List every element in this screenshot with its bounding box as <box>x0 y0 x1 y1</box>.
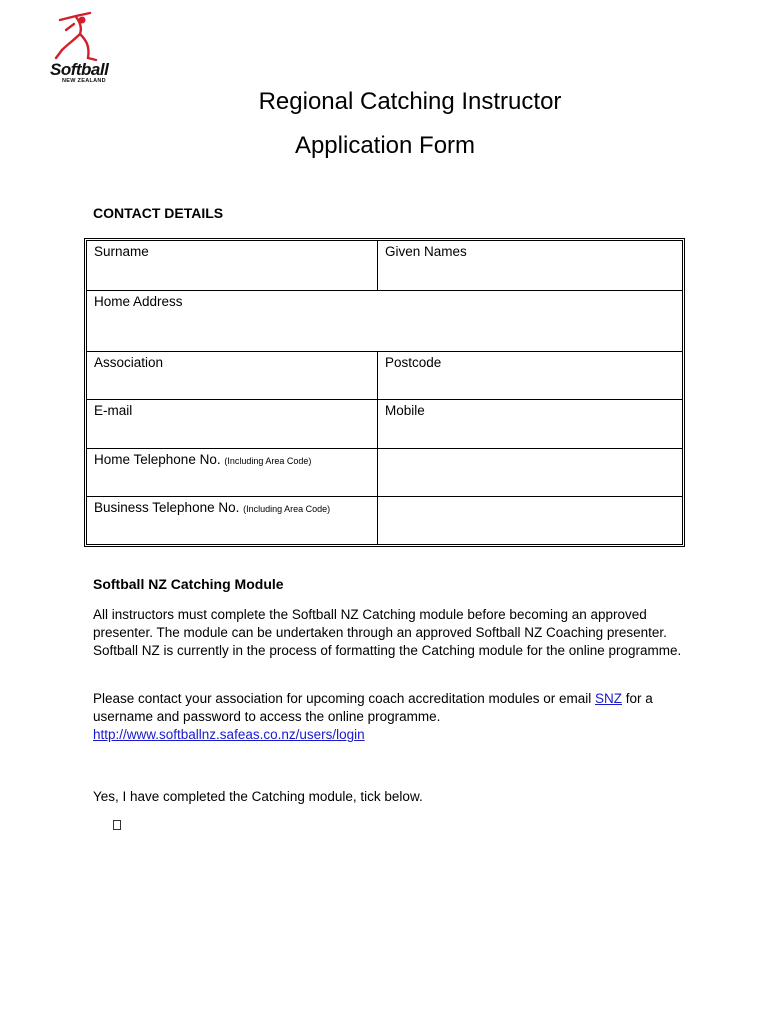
mobile-field[interactable] <box>378 400 682 448</box>
postcode-field[interactable] <box>378 352 682 399</box>
batter-figure-icon <box>46 10 120 66</box>
home-telephone-label: Home Telephone No. <box>94 452 221 467</box>
contact-text: Please contact your association for upcoming coach accreditation modules or email <box>93 691 596 706</box>
home-telephone-input[interactable] <box>378 449 682 496</box>
association-label: Association <box>94 355 164 370</box>
surname-label: Surname <box>94 244 149 259</box>
home-telephone-field[interactable] <box>87 449 377 496</box>
catching-module-heading: Softball NZ Catching Module <box>93 576 284 592</box>
mobile-label: Mobile <box>385 403 425 418</box>
home-address-label: Home Address <box>94 294 183 309</box>
postcode-label: Postcode <box>385 355 442 370</box>
contact-details-heading: CONTACT DETAILS <box>93 205 224 221</box>
contact-paragraph <box>93 690 693 744</box>
email-field[interactable] <box>87 400 377 448</box>
logo-subtitle: NEW ZEALAND <box>62 78 106 84</box>
logo-wordmark: Softball <box>50 60 109 79</box>
snz-email-link[interactable]: SNZ <box>595 691 623 706</box>
business-telephone-label: Business Telephone No. <box>94 500 240 515</box>
tick-instruction: Yes, I have completed the Catching module, tick below. <box>93 789 423 804</box>
area-code-note: (Including Area Code) <box>243 504 331 514</box>
home-address-field[interactable] <box>87 291 682 351</box>
contact-details-table <box>84 238 685 547</box>
association-field[interactable] <box>87 352 377 399</box>
given-names-label: Given Names <box>385 244 467 259</box>
softball-nz-logo <box>46 10 120 86</box>
surname-field[interactable] <box>87 241 377 290</box>
business-telephone-field[interactable] <box>87 497 377 544</box>
page-title: Regional Catching Instructor <box>258 88 562 115</box>
module-description: All instructors must complete the Softball NZ Catching module before becoming an approved presenter. The module can be undertaken through an approved Softball NZ Coaching presenter. Softball NZ is currently in the process of formatting the Catching module for the online programme. <box>93 607 682 658</box>
page-subtitle: Application Form <box>294 132 476 159</box>
contact-text-after: for a username and password to access the online programme. <box>93 691 653 724</box>
module-completed-checkbox[interactable] <box>113 820 121 830</box>
email-label: E-mail <box>94 403 133 418</box>
business-telephone-input[interactable] <box>378 497 682 544</box>
online-login-link[interactable]: http://www.softballnz.safeas.co.nz/users/login <box>93 727 365 742</box>
given-names-field[interactable] <box>378 241 682 290</box>
area-code-note: (Including Area Code) <box>224 456 312 466</box>
